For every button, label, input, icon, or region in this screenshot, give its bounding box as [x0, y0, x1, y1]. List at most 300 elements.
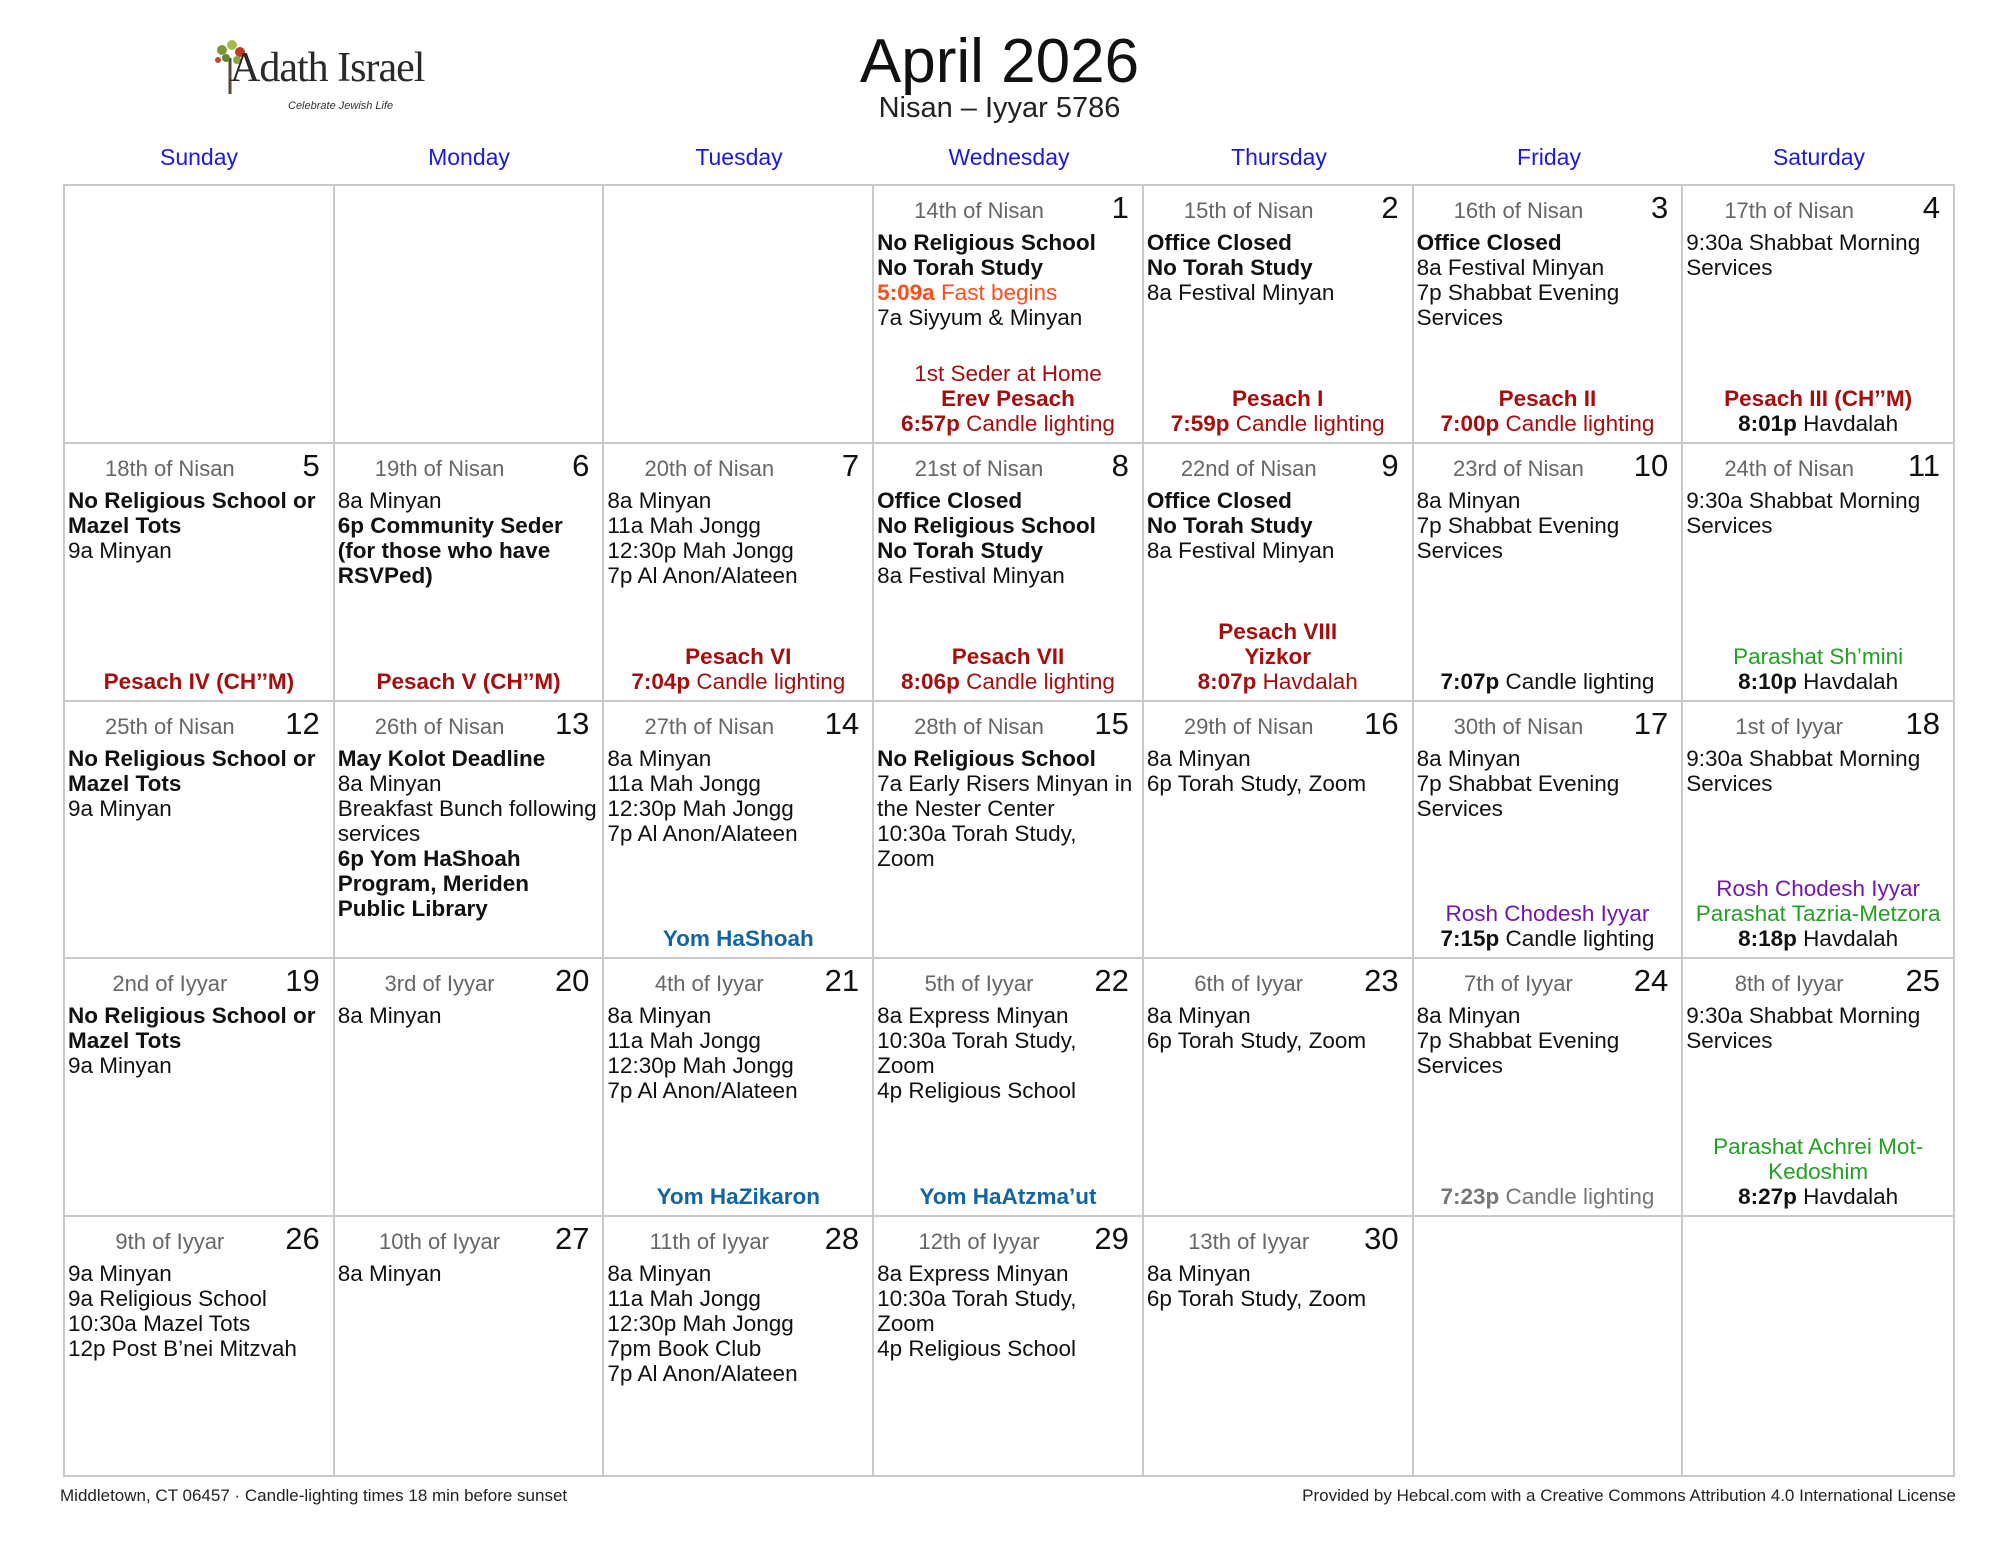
calendar-day-cell[interactable]	[1683, 959, 1953, 1217]
weekday-saturday: Saturday	[1772, 144, 1866, 170]
event-item[interactable]: No Religious School or Mazel Tots	[68, 745, 316, 796]
zmanim-item[interactable]	[1417, 411, 1679, 436]
event-list	[1417, 746, 1679, 821]
weekday-thursday: Thursday	[1231, 144, 1327, 170]
calendar-day-cell[interactable]	[604, 444, 874, 702]
hebrew-date: 16th of Nisan	[1453, 198, 1584, 223]
hebrew-date: 30th of Nisan	[1453, 713, 1584, 739]
event-item[interactable]: 9:30a Shabbat Morning Services	[1686, 230, 1921, 280]
hebrew-date: 17th of Nisan	[1724, 198, 1854, 223]
day-number: 13	[554, 705, 590, 741]
event-item[interactable]: No Religious School or Mazel Tots	[68, 487, 316, 538]
event-item[interactable]: No Religious School	[877, 745, 1096, 771]
event-item[interactable]: 11a Mah Jongg	[607, 1028, 761, 1054]
event-item[interactable]: 8a Minyan	[1416, 745, 1521, 771]
calendar-day-cell[interactable]	[65, 1217, 335, 1475]
zmanim-time: 8:07p	[1197, 668, 1257, 694]
calendar-day-cell[interactable]	[335, 959, 605, 1217]
event-list	[1686, 746, 1950, 796]
event-item[interactable]: 9a Religious School	[68, 1286, 267, 1312]
cell-header	[607, 448, 869, 488]
hebrew-date: 12th of Iyyar	[918, 1229, 1040, 1255]
zmanim-label: Candle lighting	[1499, 1184, 1655, 1210]
event-item[interactable]: 7p Shabbat Evening Services	[1416, 280, 1620, 330]
calendar-day-cell[interactable]	[335, 1217, 605, 1475]
zmanim-label: Candle lighting	[1499, 668, 1655, 694]
hebrew-date: 29th of Nisan	[1183, 713, 1314, 739]
zmanim-label: Havdalah	[1796, 668, 1899, 694]
event-item[interactable]: No Torah Study	[877, 255, 1043, 280]
calendar-day-cell[interactable]	[1144, 702, 1414, 960]
event-label: Fast begins	[934, 280, 1058, 305]
day-number: 5	[302, 447, 320, 483]
zmanim-item[interactable]	[1417, 926, 1679, 951]
cell-header	[68, 963, 330, 1003]
event-item[interactable]: 8a Minyan	[1146, 745, 1251, 771]
day-number: 10	[1633, 447, 1669, 483]
calendar-day-cell[interactable]	[65, 959, 335, 1217]
holiday-block	[1686, 644, 1950, 694]
hebrew-date: 27th of Nisan	[644, 713, 775, 739]
holiday-block	[1686, 876, 1950, 951]
event-item[interactable]: 9a Minyan	[68, 1261, 172, 1287]
zmanim-label: Havdalah	[1796, 410, 1899, 436]
day-number: 23	[1364, 963, 1399, 999]
calendar-day-cell[interactable]	[1414, 702, 1684, 960]
day-number: 30	[1364, 1221, 1399, 1257]
zmanim-time: 7:59p	[1170, 410, 1230, 436]
event-item[interactable]: 12:30p Mah Jongg	[607, 537, 794, 563]
event-item[interactable]: 12:30p Mah Jongg	[607, 1053, 794, 1079]
event-item[interactable]: 8a Festival Minyan	[1416, 255, 1605, 280]
hebrew-date: 8th of Iyyar	[1734, 971, 1844, 997]
footer-attribution: Provided by Hebcal.com with a Creative Commons Attribution 4.0 International License	[1302, 1486, 1956, 1505]
calendar-day-cell[interactable]	[1144, 1217, 1414, 1475]
calendar-day-cell[interactable]	[335, 702, 605, 960]
hebrew-date: 4th of Iyyar	[654, 971, 764, 997]
calendar-day-cell[interactable]	[1414, 959, 1684, 1217]
event-item[interactable]: 7p Al Anon/Alateen	[607, 1078, 798, 1104]
footer-location: Middletown, CT 06457 · Candle-lighting times 18 min before sunset	[60, 1486, 568, 1505]
calendar-day-cell[interactable]	[65, 702, 335, 960]
zmanim-time: 7:23p	[1440, 1184, 1500, 1210]
calendar-day-cell[interactable]	[604, 702, 874, 960]
cell-header	[877, 1221, 1139, 1261]
cell-header	[1686, 448, 1950, 488]
day-number: 9	[1381, 447, 1399, 483]
event-item[interactable]: 7pm Book Club	[607, 1336, 762, 1362]
zmanim-time: 7:04p	[631, 668, 691, 694]
event-list	[1417, 230, 1679, 330]
zmanim-time: 8:27p	[1738, 1184, 1797, 1210]
holiday-block	[1147, 619, 1409, 694]
zmanim-item[interactable]	[877, 411, 1139, 436]
event-item[interactable]: 6p Torah Study, Zoom	[1146, 770, 1367, 796]
event-list	[1686, 488, 1950, 538]
hebrew-date: 2nd of Iyyar	[112, 971, 228, 997]
event-item[interactable]: 8a Minyan	[607, 1261, 712, 1287]
page-subtitle: Nisan – Iyyar 5786	[878, 92, 1121, 124]
calendar-cell-empty	[65, 186, 335, 444]
hebrew-date: 9th of Iyyar	[115, 1229, 225, 1255]
calendar-day-cell[interactable]	[874, 444, 1144, 702]
event-item[interactable]: Office Closed	[1146, 487, 1292, 513]
zmanim-item[interactable]	[607, 669, 869, 694]
weekday-wednesday: Wednesday	[948, 144, 1070, 170]
zmanim-item[interactable]	[1686, 926, 1950, 951]
calendar-day-cell[interactable]	[874, 1217, 1144, 1475]
zmanim-item[interactable]	[1686, 1184, 1950, 1209]
holiday-item[interactable]: Yom HaZikaron	[656, 1184, 820, 1210]
event-list	[607, 1003, 869, 1103]
event-item[interactable]: No Religious School or Mazel Tots	[68, 1003, 316, 1054]
cell-header	[1147, 190, 1409, 230]
holiday-block	[1686, 1134, 1950, 1209]
event-item[interactable]: No Religious School	[877, 230, 1096, 255]
day-number: 1	[1111, 190, 1129, 225]
holiday-block	[1147, 386, 1409, 436]
holiday-block	[877, 1184, 1139, 1209]
cell-header	[877, 448, 1139, 488]
holiday-item[interactable]: Yom HaShoah	[662, 926, 814, 952]
calendar-day-cell[interactable]	[1144, 444, 1414, 702]
cell-header	[1147, 1221, 1409, 1261]
event-item[interactable]: 9a Minyan	[68, 795, 172, 821]
logo-tagline: Celebrate Jewish Life	[288, 100, 394, 112]
zmanim-item[interactable]	[1686, 411, 1950, 436]
calendar-day-cell[interactable]	[1414, 186, 1684, 444]
holiday-item[interactable]: Pesach IV (CH’’M)	[103, 668, 295, 694]
zmanim-label: Candle lighting	[690, 668, 846, 694]
event-list	[338, 1261, 600, 1286]
cell-header	[1417, 448, 1679, 488]
event-item[interactable]: 8a Festival Minyan	[1146, 280, 1335, 305]
hebrew-date: 26th of Nisan	[374, 713, 505, 739]
event-item[interactable]: 11a Mah Jongg	[607, 512, 761, 538]
event-item[interactable]: 6p Community Seder (for those who have RSVPed)	[337, 512, 563, 588]
event-item[interactable]: 8a Express Minyan	[877, 1003, 1069, 1029]
holiday-item[interactable]: Pesach VIII	[1218, 618, 1338, 644]
zmanim-item[interactable]	[1417, 1184, 1679, 1209]
event-item[interactable]: Office Closed	[1146, 230, 1292, 255]
holiday-block	[1417, 669, 1679, 694]
holiday-item[interactable]: Rosh Chodesh Iyyar	[1716, 876, 1921, 902]
cell-header	[1147, 963, 1409, 1003]
hebrew-date: 6th of Iyyar	[1194, 971, 1304, 997]
event-item[interactable]: 8a Minyan	[1416, 487, 1521, 513]
cell-header	[68, 706, 330, 746]
event-item[interactable]: 8a Minyan	[337, 487, 442, 513]
holiday-block	[1417, 386, 1679, 436]
cell-header	[1417, 963, 1679, 1003]
hebrew-date: 23rd of Nisan	[1452, 455, 1584, 481]
logo-name: Adath Israel	[230, 45, 425, 91]
cell-header	[877, 190, 1139, 230]
event-item[interactable]: 8a Festival Minyan	[877, 562, 1065, 588]
holiday-item[interactable]: Pesach V (CH’’M)	[376, 668, 561, 694]
event-time: 5:09a	[877, 280, 935, 305]
event-item[interactable]: 8a Minyan	[607, 487, 712, 513]
event-list	[1147, 230, 1409, 305]
zmanim-item[interactable]	[1147, 411, 1409, 436]
day-number: 20	[554, 963, 590, 999]
event-item[interactable]: No Religious School	[877, 512, 1096, 538]
zmanim-label: Candle lighting	[1499, 926, 1655, 952]
holiday-block	[607, 644, 869, 694]
event-item[interactable]: 8a Express Minyan	[877, 1261, 1069, 1287]
day-number: 17	[1633, 705, 1669, 741]
event-item[interactable]: 8a Minyan	[1146, 1261, 1251, 1287]
event-item[interactable]: No Torah Study	[1146, 255, 1313, 280]
calendar-day-cell[interactable]	[1414, 444, 1684, 702]
cell-header	[68, 448, 330, 488]
hebrew-date: 13th of Iyyar	[1188, 1229, 1310, 1255]
zmanim-time: 8:10p	[1738, 668, 1797, 694]
event-item[interactable]: 4p Religious School	[877, 1078, 1077, 1104]
event-item[interactable]: 10:30a Torah Study, Zoom	[877, 1028, 1077, 1079]
holiday-item[interactable]: Pesach VI	[685, 643, 792, 669]
event-list	[607, 488, 869, 588]
zmanim-time: 7:00p	[1440, 410, 1500, 436]
event-item[interactable]: No Torah Study	[877, 537, 1043, 563]
calendar-day-cell[interactable]	[65, 444, 335, 702]
event-item[interactable]: 8a Festival Minyan	[1146, 537, 1335, 563]
hebrew-date: 19th of Nisan	[374, 455, 505, 481]
zmanim-time: 7:15p	[1440, 926, 1500, 952]
day-number: 12	[285, 705, 320, 741]
holiday-item[interactable]: Parashat Sh’mini	[1733, 643, 1904, 669]
hebrew-date: 20th of Nisan	[644, 455, 775, 481]
cell-header	[1147, 706, 1409, 746]
zmanim-label: Candle lighting	[959, 410, 1115, 436]
day-number: 24	[1633, 963, 1669, 999]
event-item[interactable]: Breakfast Bunch following services	[337, 795, 597, 846]
holiday-item[interactable]: Pesach I	[1232, 385, 1324, 411]
holiday-item[interactable]: Yizkor	[1244, 643, 1312, 669]
event-item[interactable]: 9a Minyan	[68, 537, 172, 563]
day-number: 11	[1907, 447, 1940, 483]
event-item[interactable]: 6p Torah Study, Zoom	[1146, 1028, 1367, 1054]
calendar-day-cell[interactable]	[874, 186, 1144, 444]
event-item[interactable]: No Torah Study	[1146, 512, 1313, 538]
day-number: 19	[285, 963, 320, 999]
day-number: 8	[1111, 447, 1129, 483]
event-list	[1417, 1003, 1679, 1078]
holiday-item[interactable]: Pesach III (CH’’M)	[1724, 385, 1913, 411]
day-number: 18	[1905, 705, 1940, 741]
holiday-block	[607, 1184, 869, 1209]
event-item[interactable]: 7p Al Anon/Alateen	[607, 562, 798, 588]
hebrew-date: 3rd of Iyyar	[384, 971, 495, 997]
event-item[interactable]: 12p Post B’nei Mitzvah	[68, 1336, 297, 1362]
holiday-item[interactable]: Parashat Achrei Mot-Kedoshim	[1713, 1134, 1924, 1185]
cell-header	[338, 1221, 600, 1261]
cell-header	[68, 1221, 330, 1261]
day-number: 3	[1651, 190, 1669, 225]
zmanim-label: Havdalah	[1796, 926, 1899, 952]
event-item[interactable]: 10:30a Torah Study, Zoom	[877, 820, 1077, 871]
event-list	[607, 746, 869, 846]
zmanim-item[interactable]	[1147, 669, 1409, 694]
hebrew-date: 15th of Nisan	[1183, 198, 1314, 223]
event-list	[68, 1003, 330, 1078]
calendar-cell-empty	[1683, 1217, 1953, 1475]
event-list	[338, 1003, 600, 1028]
calendar-day-cell[interactable]	[604, 1217, 874, 1475]
hebrew-date: 18th of Nisan	[105, 455, 235, 481]
hebrew-date: 1st of Iyyar	[1735, 713, 1843, 739]
cell-header	[1686, 963, 1950, 1003]
zmanim-time: 8:01p	[1738, 410, 1797, 436]
event-list	[1147, 488, 1409, 563]
holiday-item[interactable]: Rosh Chodesh Iyyar	[1445, 901, 1650, 927]
day-number: 7	[841, 447, 860, 483]
calendar-day-cell[interactable]	[1144, 186, 1414, 444]
calendar-cell-empty	[1414, 1217, 1684, 1475]
holiday-item[interactable]: Pesach VII	[951, 643, 1065, 669]
day-number: 16	[1364, 705, 1399, 741]
event-list	[1686, 230, 1950, 280]
event-item[interactable]: 12:30p Mah Jongg	[607, 795, 794, 821]
holiday-block	[877, 644, 1139, 694]
cell-header	[1417, 190, 1679, 230]
event-item[interactable]: Office Closed	[1416, 230, 1562, 255]
event-list	[877, 230, 1139, 330]
calendar-day-cell[interactable]	[1144, 959, 1414, 1217]
event-item[interactable]: 12:30p Mah Jongg	[607, 1311, 794, 1337]
calendar-day-cell[interactable]	[335, 444, 605, 702]
cell-header	[1417, 706, 1679, 746]
event-item[interactable]: 10:30a Torah Study, Zoom	[877, 1286, 1077, 1337]
calendar-day-cell[interactable]	[1683, 444, 1953, 702]
page-title: April 2026	[859, 27, 1140, 96]
holiday-item[interactable]: Parashat Tazria-Metzora	[1695, 901, 1941, 927]
cell-header	[1686, 190, 1950, 230]
day-number: 6	[572, 447, 590, 483]
event-item[interactable]: 7p Al Anon/Alateen	[607, 820, 798, 846]
holiday-block	[68, 669, 330, 694]
holiday-block	[877, 361, 1139, 436]
holiday-block	[338, 669, 600, 694]
day-number: 15	[1094, 705, 1129, 741]
event-item[interactable]: 8a Minyan	[1146, 1003, 1251, 1029]
zmanim-item[interactable]	[1686, 669, 1950, 694]
weekday-monday: Monday	[428, 144, 510, 170]
day-number: 29	[1094, 1221, 1129, 1257]
event-item[interactable]: 4p Religious School	[877, 1336, 1077, 1362]
event-item[interactable]: 8a Minyan	[607, 745, 712, 771]
cell-header	[877, 706, 1139, 746]
day-number: 22	[1094, 963, 1129, 999]
event-item[interactable]: 7p Al Anon/Alateen	[607, 1361, 798, 1387]
holiday-item[interactable]: 1st Seder at Home	[914, 360, 1102, 386]
event-item[interactable]: 9:30a Shabbat Morning Services	[1686, 487, 1921, 538]
zmanim-item[interactable]	[877, 669, 1139, 694]
event-item[interactable]: 11a Mah Jongg	[607, 1286, 761, 1312]
event-item[interactable]: 7p Shabbat Evening Services	[1416, 1028, 1620, 1079]
event-item[interactable]: 6p Torah Study, Zoom	[1146, 1286, 1367, 1312]
day-number: 28	[824, 1221, 860, 1257]
calendar-day-cell[interactable]	[874, 959, 1144, 1217]
event-list	[68, 746, 330, 821]
event-item[interactable]: 7p Shabbat Evening Services	[1416, 512, 1620, 563]
calendar-day-cell[interactable]	[1683, 186, 1953, 444]
event-item[interactable]: 8a Minyan	[337, 1261, 442, 1287]
holiday-block	[1417, 901, 1679, 951]
weekday-tuesday: Tuesday	[695, 144, 783, 170]
hebrew-date: 11th of Iyyar	[649, 1229, 769, 1255]
hebrew-date: 10th of Iyyar	[379, 1229, 501, 1255]
holiday-item[interactable]: Erev Pesach	[941, 385, 1075, 411]
hebrew-date: 22nd of Nisan	[1180, 455, 1317, 481]
hebrew-date: 24th of Nisan	[1724, 455, 1854, 481]
event-item[interactable]: 8a Minyan	[337, 1003, 442, 1029]
hebrew-date: 7th of Iyyar	[1464, 971, 1573, 997]
event-item[interactable]: 7a Early Risers Minyan in the Nester Center	[877, 770, 1133, 821]
cell-header	[1147, 448, 1409, 488]
event-item[interactable]: 9:30a Shabbat Morning Services	[1686, 745, 1921, 796]
event-list	[68, 488, 330, 563]
zmanim-time: 8:18p	[1738, 926, 1797, 952]
event-item[interactable]: 9a Minyan	[68, 1053, 172, 1079]
day-number: 25	[1905, 963, 1940, 999]
calendar-day-cell[interactable]	[1683, 702, 1953, 960]
day-number: 26	[285, 1221, 320, 1257]
event-item[interactable]: 9:30a Shabbat Morning Services	[1686, 1003, 1921, 1054]
event-list	[1417, 488, 1679, 563]
holiday-block	[1417, 1184, 1679, 1209]
weekday-sunday: Sunday	[159, 144, 238, 170]
event-item[interactable]: May Kolot Deadline	[337, 745, 546, 771]
hebrew-date: 21st of Nisan	[914, 455, 1044, 481]
holiday-item[interactable]: Pesach II	[1498, 385, 1597, 411]
event-item[interactable]	[877, 280, 1139, 305]
holiday-block	[1686, 386, 1950, 436]
event-item[interactable]: 7a Siyyum & Minyan	[877, 305, 1083, 330]
event-list	[1147, 1261, 1409, 1311]
weekday-friday: Friday	[1517, 144, 1581, 170]
zmanim-item[interactable]	[1417, 669, 1679, 694]
event-item[interactable]: 7p Shabbat Evening Services	[1416, 770, 1620, 821]
event-list	[1147, 1003, 1409, 1053]
event-item[interactable]: 11a Mah Jongg	[607, 770, 761, 796]
event-list	[1147, 746, 1409, 796]
event-list	[338, 488, 600, 588]
zmanim-label: Candle lighting	[1229, 410, 1385, 436]
event-item[interactable]: 8a Minyan	[607, 1003, 712, 1029]
event-item[interactable]: 8a Minyan	[337, 770, 442, 796]
calendar-grid	[63, 184, 1955, 1477]
event-item[interactable]: 6p Yom HaShoah Program, Meriden Public Library	[337, 845, 529, 921]
holiday-item[interactable]: Yom HaAtzma’ut	[919, 1184, 1097, 1210]
zmanim-label: Havdalah	[1796, 1184, 1899, 1210]
zmanim-label: Candle lighting	[1499, 410, 1655, 436]
event-item[interactable]: 10:30a Mazel Tots	[68, 1311, 251, 1337]
calendar-day-cell[interactable]	[874, 702, 1144, 960]
zmanim-label: Candle lighting	[959, 668, 1115, 694]
event-item[interactable]: 8a Minyan	[1416, 1003, 1521, 1029]
hebrew-date: 5th of Iyyar	[924, 971, 1034, 997]
cell-header	[338, 963, 600, 1003]
day-number: 14	[824, 705, 860, 741]
hebrew-date: 28th of Nisan	[914, 713, 1044, 739]
calendar-day-cell[interactable]	[604, 959, 874, 1217]
cell-header	[1686, 706, 1950, 746]
cell-header	[607, 1221, 869, 1261]
event-item[interactable]: Office Closed	[877, 487, 1023, 513]
day-number: 27	[554, 1221, 590, 1257]
zmanim-time: 8:06p	[901, 668, 960, 694]
